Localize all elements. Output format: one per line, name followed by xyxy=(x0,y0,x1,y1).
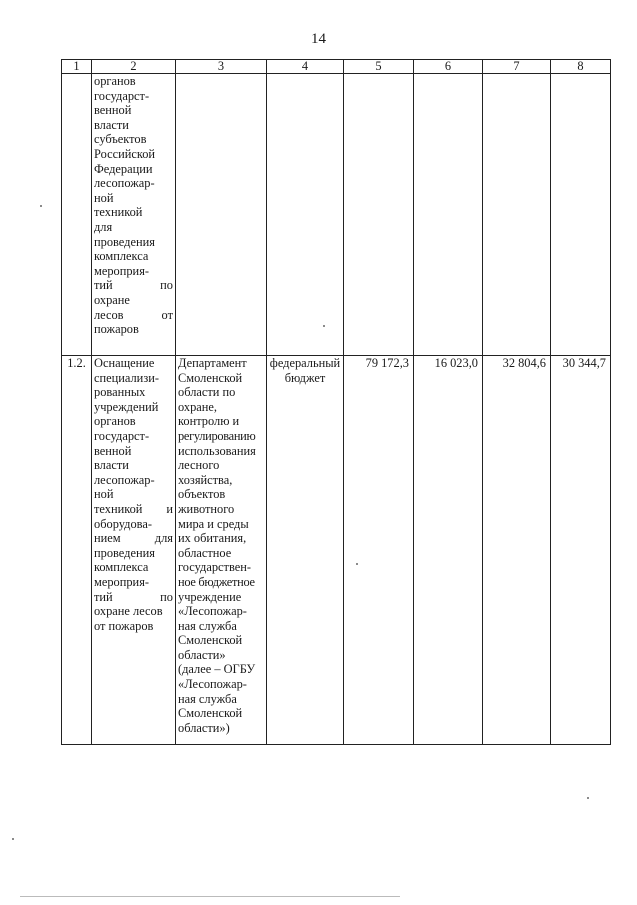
text-line: техникой и xyxy=(94,501,173,516)
text-line: для xyxy=(94,219,113,234)
text-line: Смоленской xyxy=(178,706,243,721)
text-line: ная служба xyxy=(178,691,237,706)
header-cell-6: 6 xyxy=(414,60,483,74)
scan-edge-line xyxy=(20,896,400,897)
text-line: охране лесов xyxy=(94,604,163,619)
text-line: тий по xyxy=(94,589,173,604)
text-line: венной xyxy=(94,103,132,118)
text-line: власти xyxy=(94,458,129,473)
measure-name-cell xyxy=(92,356,176,745)
year-2-cell xyxy=(483,74,551,356)
measure-name-cell xyxy=(92,74,176,356)
text-line: Департамент xyxy=(178,356,247,370)
text-line: «Лесопожар- xyxy=(178,604,247,619)
header-cell-1: 1 xyxy=(62,60,92,74)
text-line: комплекса xyxy=(94,249,149,264)
text-line: объектов xyxy=(178,487,226,502)
table-row-continued xyxy=(62,74,611,356)
text-line: животного xyxy=(178,501,235,516)
text-line: пожаров xyxy=(94,322,139,337)
row-number-cell xyxy=(62,74,92,356)
text-line: «Лесопожар- xyxy=(178,677,247,692)
text-line: власти xyxy=(94,117,129,132)
text-line: нием для xyxy=(94,531,173,546)
year-1-cell: 16 023,0 xyxy=(414,356,483,745)
scan-speck xyxy=(323,325,325,327)
text-line: техникой xyxy=(94,205,143,220)
text-line: субъектов xyxy=(94,132,147,147)
source-cell: федеральный бюджет xyxy=(267,356,344,745)
scan-speck xyxy=(12,838,14,840)
text-line: органов xyxy=(94,414,136,429)
text-line: специализи- xyxy=(94,370,159,385)
text-line: комплекса xyxy=(94,560,149,575)
header-cell-7: 7 xyxy=(483,60,551,74)
scan-speck xyxy=(587,797,589,799)
text-line: использования xyxy=(178,443,256,458)
header-cell-8: 8 xyxy=(551,60,611,74)
text-line: проведения xyxy=(94,234,155,249)
text-line: области») xyxy=(178,720,230,735)
text-line: рованных xyxy=(94,385,146,400)
text-line: государст- xyxy=(94,428,150,443)
text-line: регулированию xyxy=(178,428,256,443)
text-line: охране xyxy=(94,292,130,307)
year-3-cell: 30 344,7 xyxy=(551,356,611,745)
year-3-cell xyxy=(551,74,611,356)
text-line: тий по xyxy=(94,278,173,293)
text-line: Федерации xyxy=(94,161,153,176)
source-cell xyxy=(267,74,344,356)
text-line: мероприя- xyxy=(94,574,150,589)
scan-speck xyxy=(356,563,358,565)
text-line: лесопожар- xyxy=(94,472,155,487)
executor-cell xyxy=(176,356,267,745)
scan-speck xyxy=(40,205,42,207)
text-line: органов xyxy=(94,74,136,88)
text-line: области по xyxy=(178,385,236,400)
year-2-cell: 32 804,6 xyxy=(483,356,551,745)
header-cell-4: 4 xyxy=(267,60,344,74)
total-cell xyxy=(344,74,414,356)
text-line: Смоленской xyxy=(178,370,243,385)
text-line: оборудова- xyxy=(94,516,152,531)
header-cell-2: 2 xyxy=(92,60,176,74)
text-line: Оснащение xyxy=(94,356,155,370)
text-line: их обитания, xyxy=(178,531,247,546)
text-line: Смоленской xyxy=(178,633,243,648)
text-line: ной xyxy=(94,190,114,205)
text-line: мира и среды xyxy=(178,516,249,531)
text-line: проведения xyxy=(94,545,155,560)
header-cell-3: 3 xyxy=(176,60,267,74)
text-line: государствен- xyxy=(178,560,251,575)
program-table xyxy=(61,59,611,745)
total-cell: 79 172,3 xyxy=(344,356,414,745)
text-line: контролю и xyxy=(178,414,240,429)
text-line: лесного xyxy=(178,458,220,473)
executor-cell xyxy=(176,74,267,356)
text-line: лесопожар- xyxy=(94,176,155,191)
header-cell-5: 5 xyxy=(344,60,414,74)
text-line: мероприя- xyxy=(94,263,150,278)
text-line: области» xyxy=(178,647,226,662)
page-number: 14 xyxy=(311,31,326,47)
year-1-cell xyxy=(414,74,483,356)
header-row xyxy=(62,60,611,74)
text-line: Российской xyxy=(94,146,156,161)
text-line: от пожаров xyxy=(94,618,154,633)
text-line: лесов от xyxy=(94,307,173,322)
text-line: ная служба xyxy=(178,618,237,633)
text-line: учреждений xyxy=(94,399,159,414)
text-line: областное xyxy=(178,545,232,560)
text-line: государст- xyxy=(94,88,150,103)
text-line: ное бюджетное xyxy=(178,574,255,589)
row-number-cell: 1.2. xyxy=(62,356,92,745)
text-line: ной xyxy=(94,487,114,502)
text-line: хозяйства, xyxy=(178,472,233,487)
text-line: охране, xyxy=(178,399,218,414)
text-line: (далее – ОГБУ xyxy=(178,662,256,677)
table-row-1-2 xyxy=(62,356,611,745)
text-line: венной xyxy=(94,443,132,458)
text-line: учреждение xyxy=(178,589,242,604)
